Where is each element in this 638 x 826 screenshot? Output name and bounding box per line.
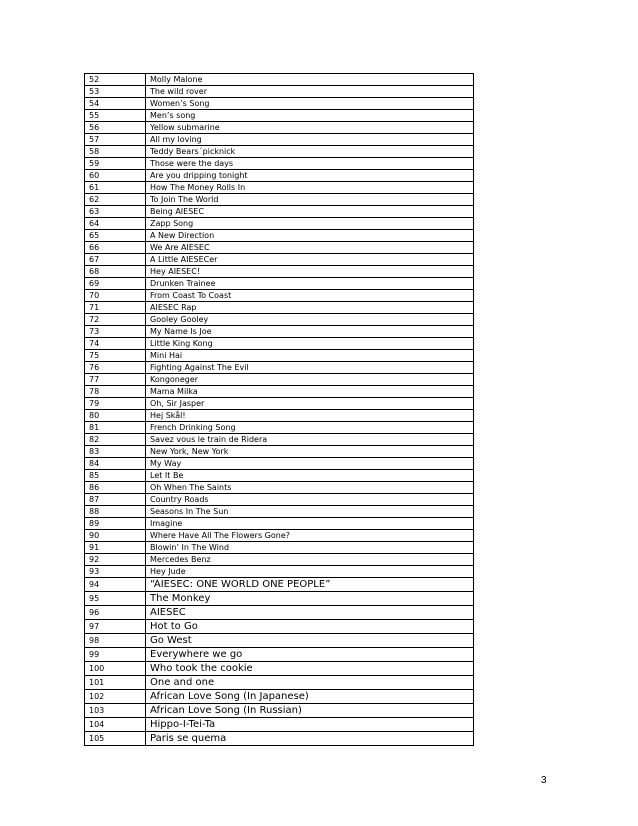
table-row	[85, 350, 474, 362]
song-number: 104	[85, 718, 146, 732]
table-row	[85, 98, 474, 110]
song-title: Mama Milka	[146, 386, 474, 398]
table-row	[85, 422, 474, 434]
song-title: Seasons In The Sun	[146, 506, 474, 518]
song-number: 54	[85, 98, 146, 110]
song-title: Those were the days	[146, 158, 474, 170]
song-number: 93	[85, 566, 146, 578]
table-row	[85, 446, 474, 458]
song-title: Hey AIESEC!	[146, 266, 474, 278]
song-number: 100	[85, 662, 146, 676]
song-title: Women’s Song	[146, 98, 474, 110]
song-number: 96	[85, 606, 146, 620]
table-row	[85, 314, 474, 326]
song-number: 61	[85, 182, 146, 194]
song-number: 76	[85, 362, 146, 374]
song-title: A Little AIESECer	[146, 254, 474, 266]
song-number: 65	[85, 230, 146, 242]
song-title: Paris se quema	[146, 732, 474, 746]
song-title: Gooley Gooley	[146, 314, 474, 326]
table-row	[85, 242, 474, 254]
song-title: My Name Is Joe	[146, 326, 474, 338]
song-title: All my loving	[146, 134, 474, 146]
song-number: 79	[85, 398, 146, 410]
table-row	[85, 718, 474, 732]
song-number: 101	[85, 676, 146, 690]
table-row	[85, 494, 474, 506]
song-title: Oh When The Saints	[146, 482, 474, 494]
song-number: 66	[85, 242, 146, 254]
song-number: 91	[85, 542, 146, 554]
song-title: Savez vous le train de Ridera	[146, 434, 474, 446]
table-row	[85, 648, 474, 662]
table-row	[85, 266, 474, 278]
song-title: Kongoneger	[146, 374, 474, 386]
song-number: 58	[85, 146, 146, 158]
table-row	[85, 606, 474, 620]
table-row	[85, 634, 474, 648]
song-number: 89	[85, 518, 146, 530]
table-row	[85, 518, 474, 530]
table-row	[85, 86, 474, 98]
song-title: AIESEC Rap	[146, 302, 474, 314]
song-title: Imagine	[146, 518, 474, 530]
table-row	[85, 170, 474, 182]
table-row	[85, 620, 474, 634]
song-title: Country Roads	[146, 494, 474, 506]
song-number: 102	[85, 690, 146, 704]
song-number: 84	[85, 458, 146, 470]
table-row	[85, 676, 474, 690]
table-row	[85, 230, 474, 242]
song-title: AIESEC	[146, 606, 474, 620]
song-number: 64	[85, 218, 146, 230]
song-title: Hej Skål!	[146, 410, 474, 422]
song-title: My Way	[146, 458, 474, 470]
song-number: 75	[85, 350, 146, 362]
song-number: 62	[85, 194, 146, 206]
song-title: Oh, Sir Jasper	[146, 398, 474, 410]
page-number: 3	[541, 775, 547, 786]
song-title: Mini Hai	[146, 350, 474, 362]
song-number: 70	[85, 290, 146, 302]
table-row	[85, 578, 474, 592]
song-title: Hey Jude	[146, 566, 474, 578]
song-number: 52	[85, 74, 146, 86]
song-title: African Love Song (In Russian)	[146, 704, 474, 718]
table-row	[85, 374, 474, 386]
song-title: Where Have All The Flowers Gone?	[146, 530, 474, 542]
song-number: 87	[85, 494, 146, 506]
song-table-body	[85, 74, 474, 746]
song-number: 81	[85, 422, 146, 434]
song-number: 73	[85, 326, 146, 338]
table-row	[85, 278, 474, 290]
song-title: Blowin’ In The Wind	[146, 542, 474, 554]
song-title: French Drinking Song	[146, 422, 474, 434]
table-row	[85, 410, 474, 422]
song-title: From Coast To Coast	[146, 290, 474, 302]
song-number: 82	[85, 434, 146, 446]
song-number: 98	[85, 634, 146, 648]
table-row	[85, 458, 474, 470]
song-title: Drunken Trainee	[146, 278, 474, 290]
song-number: 83	[85, 446, 146, 458]
table-row	[85, 662, 474, 676]
table-row	[85, 218, 474, 230]
song-number: 95	[85, 592, 146, 606]
table-row	[85, 434, 474, 446]
table-row	[85, 398, 474, 410]
song-title: Yellow submarine	[146, 122, 474, 134]
song-title: Molly Malone	[146, 74, 474, 86]
song-number: 86	[85, 482, 146, 494]
song-number: 103	[85, 704, 146, 718]
song-number: 69	[85, 278, 146, 290]
table-row	[85, 290, 474, 302]
table-row	[85, 566, 474, 578]
song-table	[84, 73, 474, 746]
song-number: 53	[85, 86, 146, 98]
song-number: 60	[85, 170, 146, 182]
song-number: 67	[85, 254, 146, 266]
table-row	[85, 362, 474, 374]
song-number: 71	[85, 302, 146, 314]
table-row	[85, 592, 474, 606]
song-title: Hot to Go	[146, 620, 474, 634]
song-title: A New Direction	[146, 230, 474, 242]
table-row	[85, 146, 474, 158]
table-row	[85, 326, 474, 338]
song-number: 85	[85, 470, 146, 482]
song-number: 74	[85, 338, 146, 350]
song-title: Who took the cookie	[146, 662, 474, 676]
song-title: Let It Be	[146, 470, 474, 482]
song-number: 63	[85, 206, 146, 218]
song-title: Everywhere we go	[146, 648, 474, 662]
table-row	[85, 122, 474, 134]
song-number: 99	[85, 648, 146, 662]
song-title: Fighting Against The Evil	[146, 362, 474, 374]
table-row	[85, 110, 474, 122]
song-title: We Are AIESEC	[146, 242, 474, 254]
table-row	[85, 158, 474, 170]
song-title: “AIESEC: ONE WORLD ONE PEOPLE”	[146, 578, 474, 592]
song-title: Go West	[146, 634, 474, 648]
song-number: 97	[85, 620, 146, 634]
table-row	[85, 74, 474, 86]
song-title: Men’s song	[146, 110, 474, 122]
song-title: Mercedes Benz	[146, 554, 474, 566]
song-title: How The Money Rolls In	[146, 182, 474, 194]
song-number: 94	[85, 578, 146, 592]
table-row	[85, 338, 474, 350]
song-title: One and one	[146, 676, 474, 690]
table-row	[85, 690, 474, 704]
table-row	[85, 386, 474, 398]
song-title: The Monkey	[146, 592, 474, 606]
song-title: Little King Kong	[146, 338, 474, 350]
song-title: Zapp Song	[146, 218, 474, 230]
table-row	[85, 482, 474, 494]
song-number: 78	[85, 386, 146, 398]
table-row	[85, 506, 474, 518]
table-row	[85, 254, 474, 266]
song-number: 105	[85, 732, 146, 746]
song-title: African Love Song (In Japanese)	[146, 690, 474, 704]
table-row	[85, 194, 474, 206]
song-number: 77	[85, 374, 146, 386]
song-number: 72	[85, 314, 146, 326]
table-row	[85, 530, 474, 542]
song-title: Hippo-I-Tei-Ta	[146, 718, 474, 732]
song-number: 68	[85, 266, 146, 278]
table-row	[85, 134, 474, 146]
song-title: To Join The World	[146, 194, 474, 206]
song-number: 55	[85, 110, 146, 122]
table-row	[85, 302, 474, 314]
song-number: 90	[85, 530, 146, 542]
song-number: 80	[85, 410, 146, 422]
song-title: Being AIESEC	[146, 206, 474, 218]
song-number: 57	[85, 134, 146, 146]
song-title: New York, New York	[146, 446, 474, 458]
song-title: Teddy Bears´picknick	[146, 146, 474, 158]
table-row	[85, 732, 474, 746]
song-number: 59	[85, 158, 146, 170]
song-number: 88	[85, 506, 146, 518]
table-row	[85, 470, 474, 482]
table-row	[85, 182, 474, 194]
table-row	[85, 542, 474, 554]
song-number: 56	[85, 122, 146, 134]
table-row	[85, 554, 474, 566]
table-row	[85, 206, 474, 218]
song-number: 92	[85, 554, 146, 566]
song-title: The wild rover	[146, 86, 474, 98]
table-row	[85, 704, 474, 718]
song-title: Are you dripping tonight	[146, 170, 474, 182]
